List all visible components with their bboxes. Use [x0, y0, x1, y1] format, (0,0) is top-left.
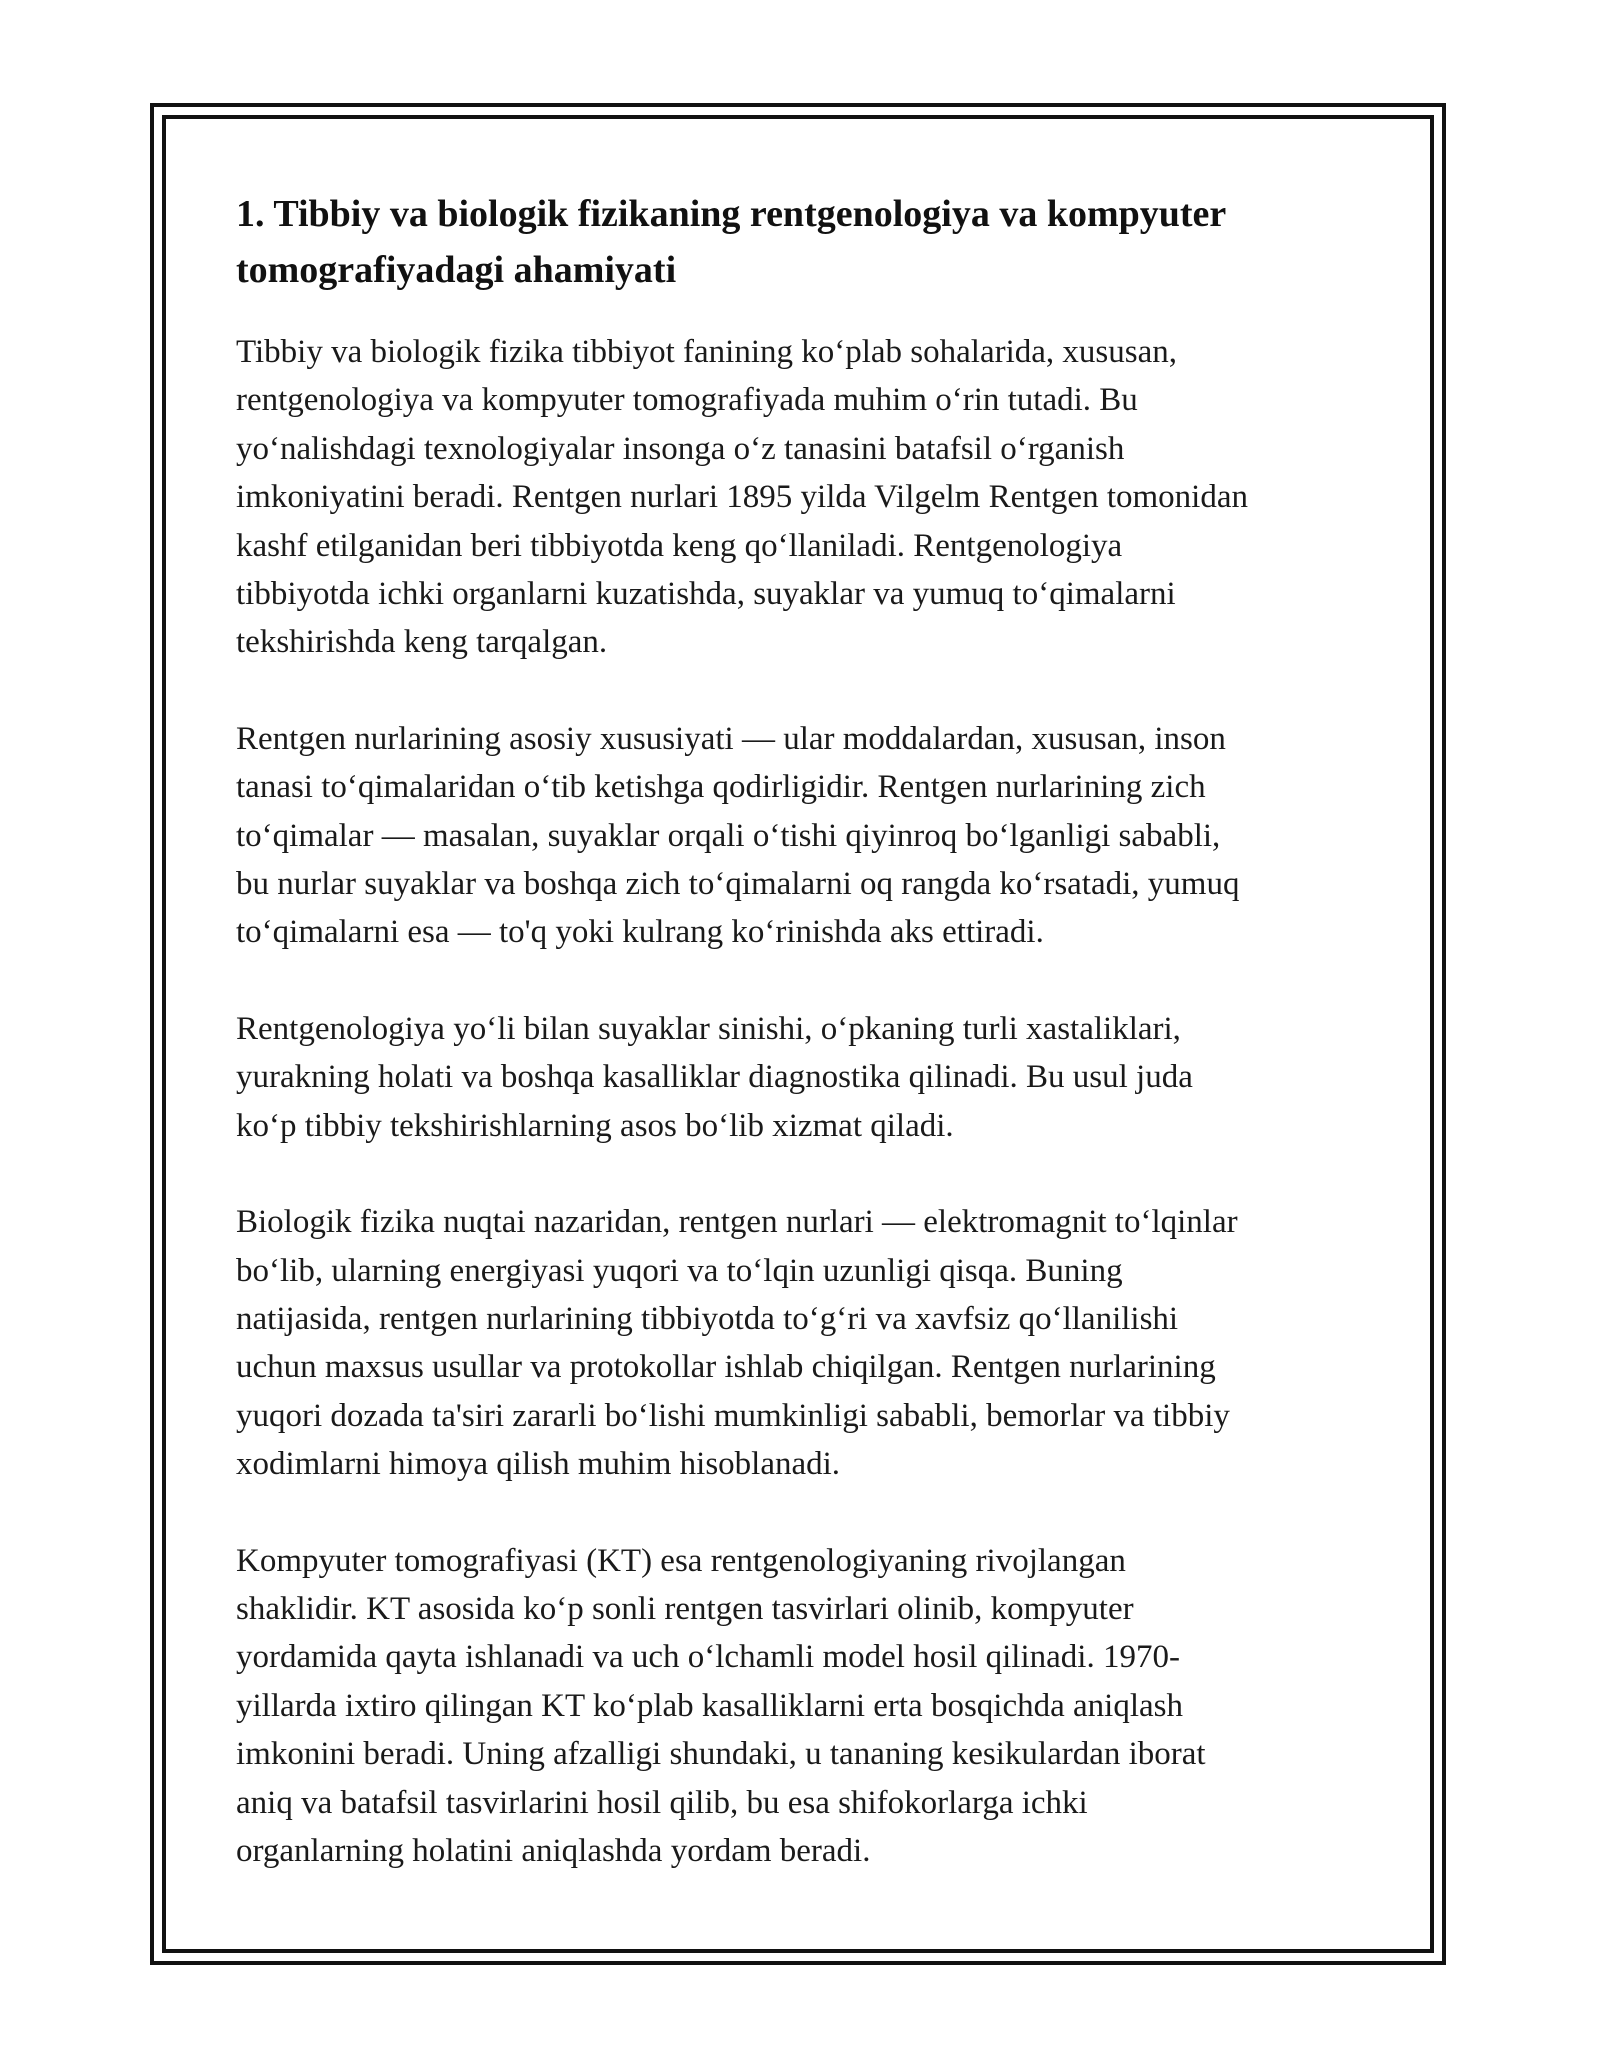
paragraph-intro: Tibbiy va biologik fizika tibbiyot fanining koʻplab sohalarida, xususan, rentgenologiya va kompyuter tomografiyada muhim oʻrin tutadi. Bu yoʻnalishdagi texnologiyalar insonga oʻz tanasini batafsil oʻrganish imkoniyatini beradi. Rentgen nurlari 1895 yilda Vilgelm Rentgen tomonidan kashf etilganidan beri tibbiyotda keng qoʻllaniladi. Rentgenologiya tibbiyotda ichki organlarni kuzatishda, suyaklar va yumuq toʻqimalarni tekshirishda keng tarqalgan.	[236, 334, 1248, 661]
paragraph-computed-tomography: Kompyuter tomografiyasi (KT) esa rentgenologiyaning rivojlangan shaklidir. KT asosida koʻp sonli rentgen tasvirlari olinib, kompyuter yordamida qayta ishlanadi va uch oʻlchamli model hosil qilinadi. 1970- yillarda ixtiro qilingan KT koʻplab kasalliklarni erta bosqichda aniqlash imkonini beradi. Uning afzalligi shundaki, u tananing kesikulardan iborat aniq va batafsil tasvirlarini hosil qilib, bu esa shifokorlarga ichki organlarning holatini aniqlashda yordam beradi.	[236, 1542, 1206, 1869]
paragraph-diagnostics: Rentgenologiya yoʻli bilan suyaklar sinishi, oʻpkaning turli xastaliklari, yurakning holati va boshqa kasalliklar diagnostika qilinadi. Bu usul juda koʻp tibbiy tekshirishlarning asos boʻlib xizmat qiladi.	[236, 1010, 1193, 1144]
document-body	[236, 186, 1376, 1923]
paragraph-biophysics: Biologik fizika nuqtai nazaridan, rentgen nurlari — elektromagnit toʻlqinlar boʻlib, ularning energiyasi yuqori va toʻlqin uzunligi qisqa. Buning natijasida, rentgen nurlarining tibbiyotda toʻgʻri va xavfsiz qoʻllanilishi uchun maxsus usullar va protokollar ishlab chiqilgan. Rentgen nurlarining yuqori dozada ta'siri zararli boʻlishi mumkinligi sababli, bemorlar va tibbiy xodimlarni himoya qilish muhim hisoblanadi.	[236, 1204, 1238, 1483]
paragraph-xray-properties: Rentgen nurlarining asosiy xususiyati — ular moddalardan, xususan, inson tanasi toʻqimalaridan oʻtib ketishga qodirligidir. Rentgen nurlarining zich toʻqimalar — masalan, suyaklar orqali oʻtishi qiyinroq boʻlganligi sababli, bu nurlar suyaklar va boshqa zich toʻqimalarni oq rangda koʻrsatadi, yumuq toʻqimalarni esa — to'q yoki kulrang koʻrinishda aks ettiradi.	[236, 720, 1240, 951]
document-title: 1. Tibbiy va biologik fizikaning rentgenologiya va kompyuter tomografiyadagi ahamiyati	[236, 193, 1226, 291]
